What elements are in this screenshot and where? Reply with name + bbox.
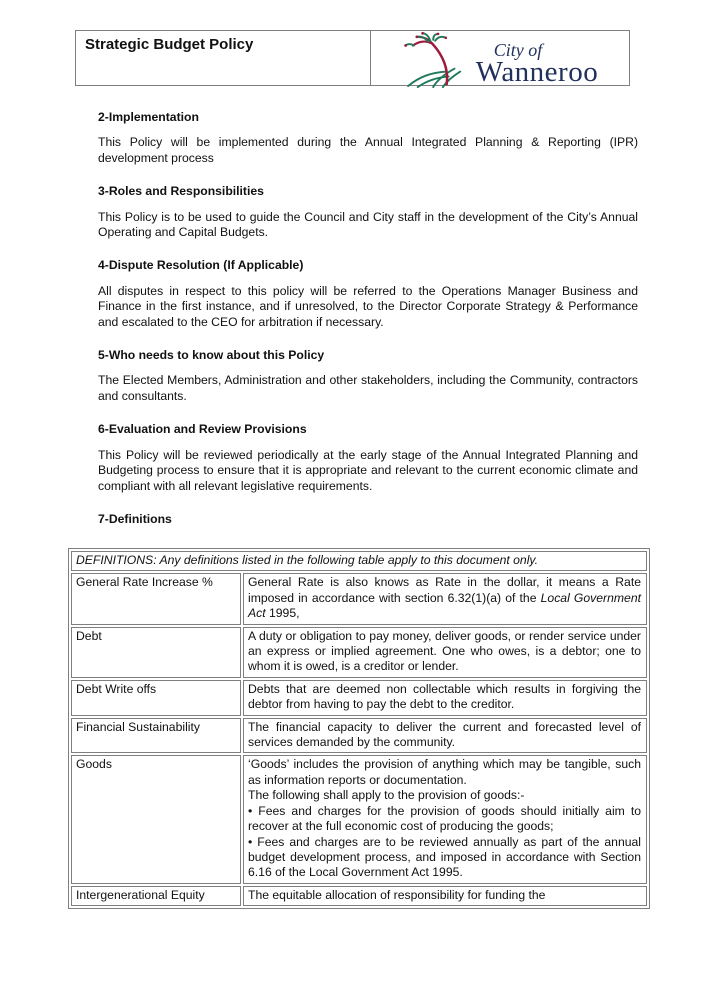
table-caption-row bbox=[71, 551, 647, 571]
definitions-table bbox=[68, 548, 650, 909]
section-heading-evaluation-review: 6-Evaluation and Review Provisions bbox=[98, 422, 307, 437]
definitions-table-body bbox=[71, 551, 647, 906]
table-row bbox=[71, 755, 647, 883]
section-heading-dispute-resolution: 4-Dispute Resolution (If Applicable) bbox=[98, 258, 304, 273]
page-title: Strategic Budget Policy bbox=[76, 31, 371, 85]
logo-wordmark bbox=[475, 39, 599, 88]
definition-paragraph: • Fees and charges for the provision of goods should initially aim to recover at the full economic cost of producing the goods; bbox=[248, 803, 641, 834]
definition-cell bbox=[243, 718, 647, 754]
term-cell: Debt bbox=[71, 627, 241, 678]
definition-cell bbox=[243, 627, 647, 678]
document-header bbox=[75, 30, 630, 86]
logo-cell bbox=[371, 31, 629, 88]
definition-cell bbox=[243, 680, 647, 716]
definition-paragraph: The following shall apply to the provision of goods:- bbox=[248, 788, 525, 803]
section-paragraph: This Policy will be implemented during the Annual Integrated Planning & Reporting (IPR) development process bbox=[98, 135, 638, 165]
kangaroo-paw-icon bbox=[402, 32, 476, 86]
section-heading-roles-responsibilities: 3-Roles and Responsibilities bbox=[98, 184, 264, 199]
definition-paragraph: A duty or obligation to pay money, deliver goods, or render service under an express or implied agreement. One who owes, is a debtor; one to whom it is owed, is a creditor or lender. bbox=[248, 628, 641, 674]
table-row bbox=[71, 573, 647, 624]
definition-paragraph: Debts that are deemed non collectable which results in forgiving the debtor from having to pay the debt to the creditor. bbox=[248, 681, 641, 712]
term-cell: Intergenerational Equity bbox=[71, 886, 241, 906]
term-cell: Debt Write offs bbox=[71, 680, 241, 716]
logo-wanneroo: Wanneroo bbox=[475, 55, 599, 88]
term-cell: General Rate Increase % bbox=[71, 573, 241, 624]
logo-city-of: City of bbox=[493, 39, 543, 60]
definition-cell bbox=[243, 886, 647, 906]
definition-paragraph: The equitable allocation of responsibility for funding the bbox=[248, 887, 546, 902]
definition-paragraph: • Fees and charges are to be reviewed annually as part of the annual budget development process, and imposed in accordance with Section 6.16 of the Local Government Act 1995. bbox=[248, 834, 641, 880]
table-row bbox=[71, 718, 647, 754]
table-caption: DEFINITIONS: Any definitions listed in the following table apply to this document only. bbox=[71, 551, 647, 571]
section-heading-who-needs-to-know: 5-Who needs to know about this Policy bbox=[98, 348, 325, 363]
definition-paragraph: General Rate is also knows as Rate in the dollar, it means a Rate imposed in accordance with section 6.32(1)(a) of the Local Government Act 1995, bbox=[248, 575, 641, 621]
definitions-table-wrap bbox=[68, 548, 650, 909]
definition-cell bbox=[243, 755, 647, 883]
definition-cell bbox=[243, 573, 647, 624]
definition-paragraph: ‘Goods’ includes the provision of anything which may be tangible, such as information reports or documentation. bbox=[248, 757, 641, 787]
section-paragraph: All disputes in respect to this policy will be referred to the Operations Manager Business and Finance in the first instance, and if unresolved, to the Director Corporate Strategy & Performance and escalated to the CEO for arbitration if necessary. bbox=[98, 283, 638, 329]
document-body bbox=[98, 110, 638, 537]
term-cell: Financial Sustainability bbox=[71, 718, 241, 754]
city-of-wanneroo-logo bbox=[402, 32, 598, 86]
table-row bbox=[71, 886, 647, 906]
section-heading-implementation: 2-Implementation bbox=[98, 110, 199, 124]
section-paragraph: The Elected Members, Administration and other stakeholders, including the Community, contractors and consultants. bbox=[98, 373, 638, 403]
section-paragraph: This Policy is to be used to guide the Council and City staff in the development of the City’s Annual Operating and Capital Budgets. bbox=[98, 209, 638, 240]
section-paragraph: This Policy will be reviewed periodically at the early stage of the Annual Integrated Planning and Budgeting process to ensure that it is appropriate and relevant to the current economic climate and compliant with all relevant legislative requirements. bbox=[98, 447, 638, 493]
definition-paragraph: The financial capacity to deliver the current and forecasted level of services demanded by the community. bbox=[248, 719, 641, 750]
table-row bbox=[71, 627, 647, 678]
section-heading-definitions: 7-Definitions bbox=[98, 511, 172, 526]
term-cell: Goods bbox=[71, 755, 241, 883]
table-row bbox=[71, 680, 647, 716]
